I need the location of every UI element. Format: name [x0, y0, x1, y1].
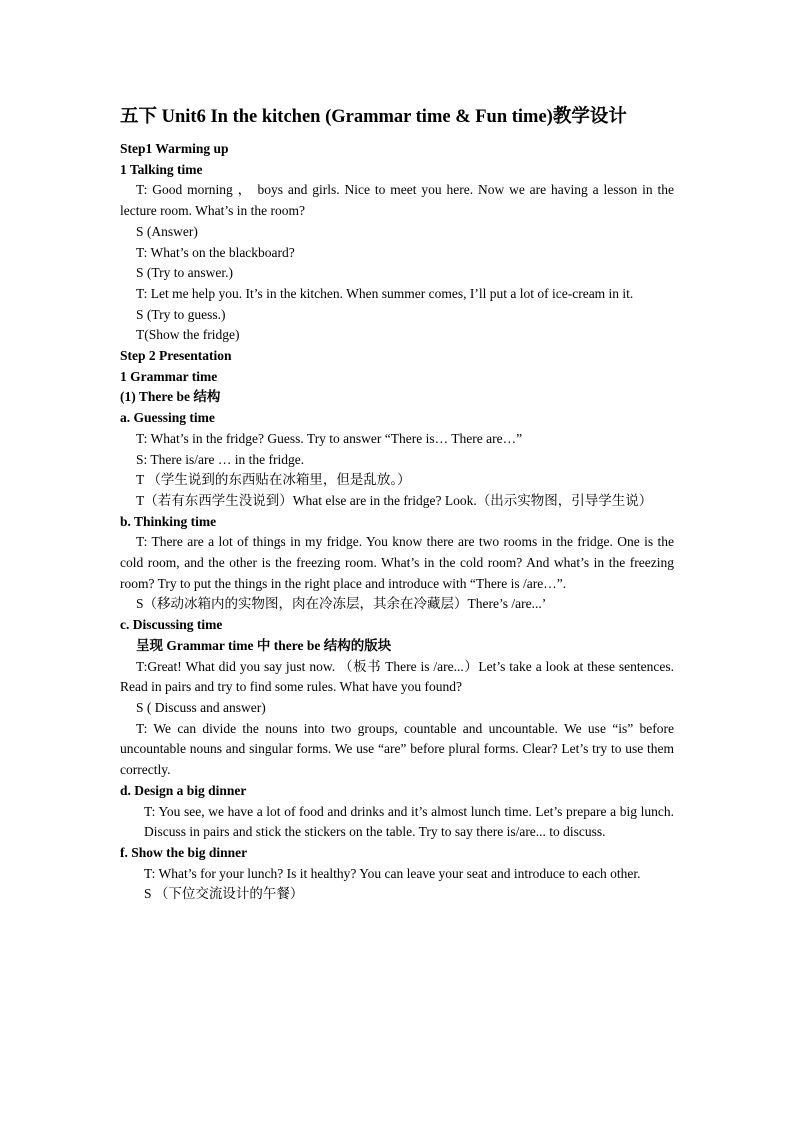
- talking-time-heading: 1 Talking time: [120, 161, 203, 177]
- paragraph: S （下位交流设计的午餐）: [144, 886, 304, 902]
- paragraph: T: There are a lot of things in my fridge. You know there are two rooms in the fridge. One is the cold room, and the other is the freezing room. What’s in the cold room? And what’s in the freezing room? Try to put the things in the right place and introduce with “There is /are…”.: [120, 534, 674, 591]
- paragraph: S: There is/are … in the fridge.: [136, 451, 305, 467]
- paragraph: S (Try to answer.): [136, 265, 234, 281]
- document-body: [120, 139, 674, 905]
- paragraph: T: We can divide the nouns into two groups, countable and uncountable. We use “is” before uncountable nouns and singular forms. We use “are” before plural forms. Clear? Let’s try to use them correctly.: [120, 720, 674, 778]
- paragraph: T: Good morning ， boys and girls. Nice to meet you here. Now we are having a lesson in the lecture room. What’s in the room?: [120, 182, 674, 219]
- design-dinner-heading: d. Design a big dinner: [120, 782, 247, 798]
- paragraph: T:Great! What did you say just now. （板书 There is /are...）Let’s take a look at these sentences. Read in pairs and try to find some rules. What have you found?: [120, 658, 674, 695]
- document-title: 五下 Unit6 In the kitchen (Grammar time & Fun time)教学设计: [120, 107, 627, 127]
- discussing-time-heading: c. Discussing time: [120, 617, 223, 633]
- guessing-time-heading: a. Guessing time: [120, 410, 215, 426]
- paragraph: S（移动冰箱内的实物图，肉在冷冻层，其余在冷藏层）There’s /are...’: [136, 596, 547, 612]
- thinking-time-heading: b. Thinking time: [120, 513, 217, 529]
- paragraph: T: Let me help you. It’s in the kitchen. When summer comes, I’ll put a lot of ice-cream in it.: [136, 285, 634, 301]
- paragraph: S (Try to guess.): [136, 306, 226, 322]
- grammar-time-heading: 1 Grammar time: [120, 368, 218, 384]
- step2-heading: Step 2 Presentation: [120, 348, 232, 364]
- discussing-subheading: 呈现 Grammar time 中 there be 结构的版块: [136, 637, 392, 653]
- paragraph: S (Answer): [136, 223, 198, 239]
- show-dinner-heading: f. Show the big dinner: [120, 844, 248, 860]
- paragraph: T(Show the fridge): [136, 327, 240, 343]
- paragraph: T: What’s in the fridge? Guess. Try to answer “There is… There are…”: [136, 430, 523, 446]
- paragraph: T （学生说到的东西贴在冰箱里，但是乱放。）: [136, 472, 411, 488]
- paragraph: T: What’s on the blackboard?: [136, 244, 295, 260]
- paragraph: T（若有东西学生没说到）What else are in the fridge? Look.（出示实物图，引导学生说）: [136, 492, 653, 508]
- step1-heading: Step1 Warming up: [120, 141, 229, 156]
- paragraph: T: What’s for your lunch? Is it healthy? You can leave your seat and introduce to each other.: [144, 865, 641, 881]
- paragraph: S ( Discuss and answer): [136, 699, 266, 715]
- paragraph: T: You see, we have a lot of food and drinks and it’s almost lunch time. Let’s prepare a big lunch. Discuss in pairs and stick the stickers on the table. Try to say there is/are... to discuss.: [144, 803, 674, 840]
- there-be-heading: (1) There be 结构: [120, 389, 221, 405]
